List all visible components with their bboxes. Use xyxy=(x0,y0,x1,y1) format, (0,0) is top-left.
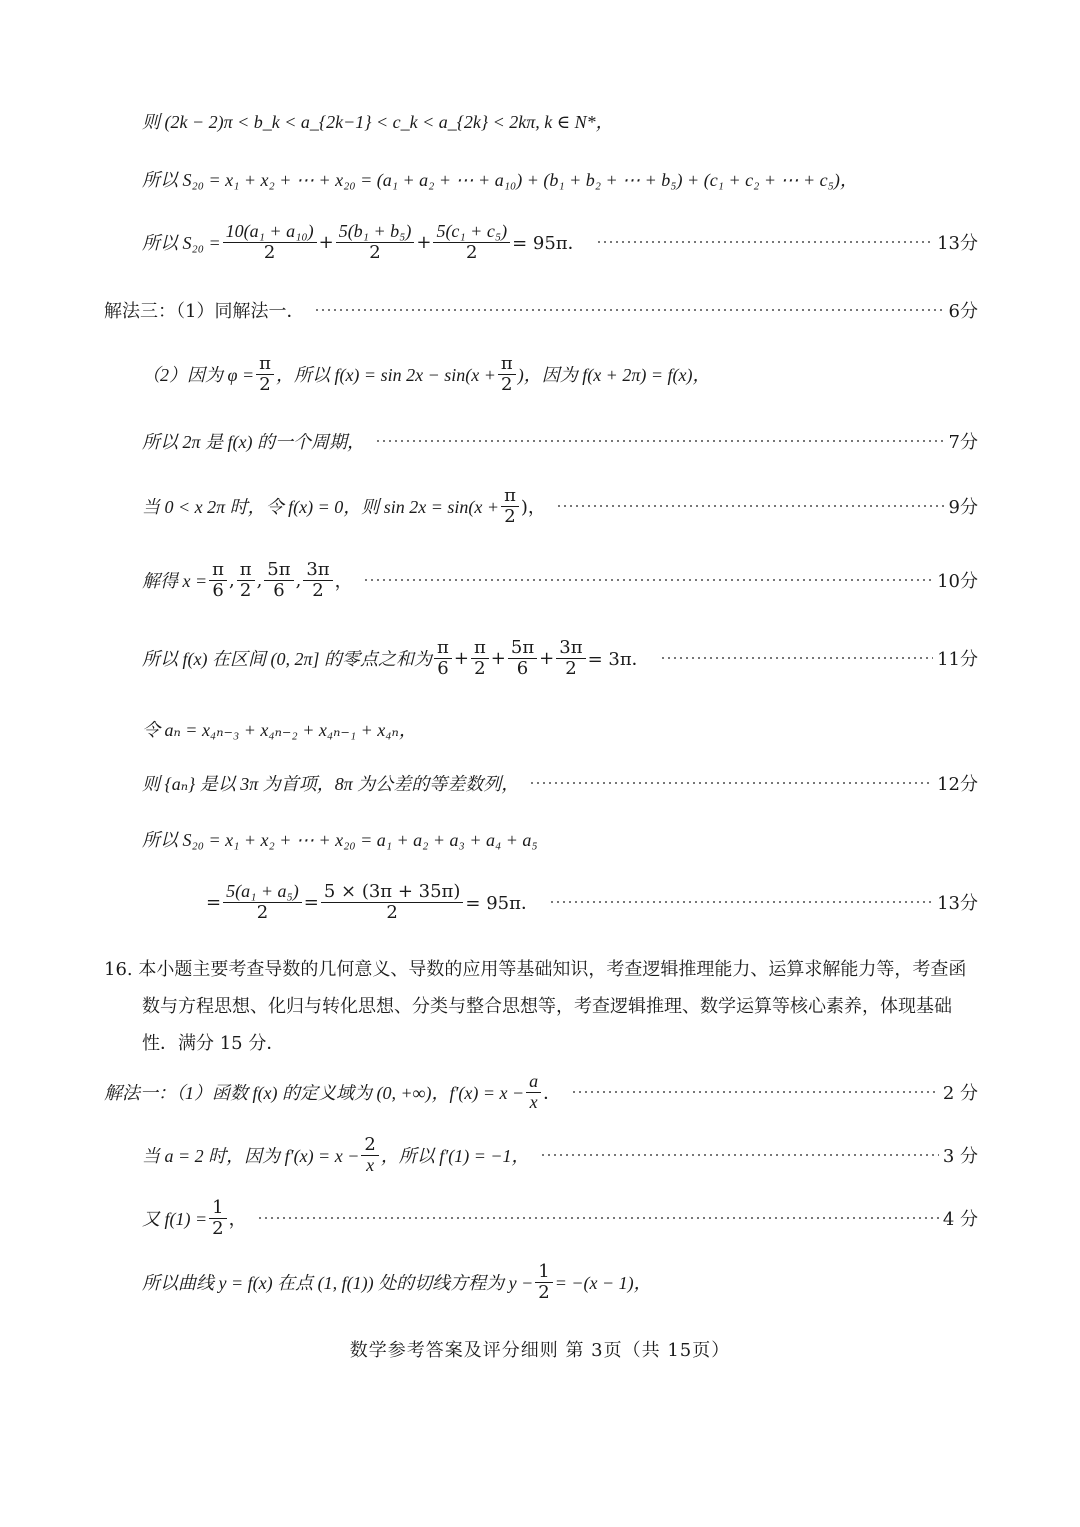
score-label: 13分 xyxy=(937,233,978,255)
leader-dots xyxy=(549,901,933,903)
line-2-text: 所以 S₂₀ = x₁ + x₂ + ⋯ + x₂₀ = (a₁ + a₂ + ⋯ + a₁₀) + (b₁ + b₂ + ⋯ + b₅) + (c₁ + c₂ + ⋯ + c₅)， xyxy=(142,170,858,190)
line-6 xyxy=(142,428,978,454)
fraction: $\frac{3\pi}{2}$ xyxy=(556,638,585,679)
line-15-post: ． xyxy=(543,1083,562,1105)
score-label: 6分 xyxy=(948,301,978,322)
score-label: 2 分 xyxy=(942,1083,978,1105)
score-label: 3 分 xyxy=(942,1146,978,1168)
line-15-pre: 解法一：（1）函数 f(x) 的定义域为 (0, +∞)，f′(x) = x − xyxy=(104,1083,525,1104)
line-7-post: )， xyxy=(520,497,546,519)
line-7 xyxy=(142,486,978,527)
fraction: $\frac{\pi}{6}$ xyxy=(434,638,452,679)
line-1 xyxy=(142,108,978,134)
leader-dots xyxy=(375,440,945,442)
leader-dots xyxy=(556,505,945,507)
fraction: $\frac{\text{5(b₁ + b₅)}}{2}$ xyxy=(336,222,415,263)
line-8: 解得 x = $\frac{\pi}{6}$ , $\frac{\pi}{2}$ , $\frac{5\pi}{6}$ , $\frac{3\pi}{2}$ ， 10分 xyxy=(142,559,978,601)
line-13: = $\frac{\text{5(a₁ + a₅)}}{2}$ = $\frac{5 \times (3\pi + 35\pi)}{2}$ = 95π． 13分 xyxy=(206,881,978,923)
line-7-pre: 当 0 < x 2π 时，令 f(x) = 0，则 sin 2x = sin(x + xyxy=(142,497,500,518)
page-footer: 数学参考答案及评分细则 第 3页（共 15页） xyxy=(349,1340,731,1361)
leader-dots xyxy=(596,241,933,243)
line-1-text: 则 (2k − 2)π < b_k < a_{2k−1} < c_k < a_{2k} < 2kπ, k ∈ N*， xyxy=(142,112,614,132)
score-label: 10分 xyxy=(937,571,978,593)
line-9-pre: 所以 f(x) 在区间 (0, 2π] 的零点之和为 xyxy=(142,649,432,670)
fraction: $\frac{\pi}{2}$ xyxy=(256,354,274,395)
leader-dots xyxy=(314,309,944,311)
leader-dots xyxy=(660,657,933,659)
line-12 xyxy=(142,826,978,852)
score-label: 11分 xyxy=(937,649,978,671)
line-9: 所以 f(x) 在区间 (0, 2π] 的零点之和为 $\frac{\pi}{6}$ + $\frac{\pi}{2}$ + $\frac{5\pi}{6}$ + $\frac{3\pi}{2}$ = 3π． 11分 xyxy=(142,637,978,679)
score-label: 12分 xyxy=(937,774,978,795)
line-18-post: = −(x − 1)， xyxy=(554,1273,652,1294)
leader-dots xyxy=(363,579,933,581)
leader-dots xyxy=(571,1091,939,1093)
leader-dots xyxy=(529,782,933,784)
fraction: $\frac{1}{2}$ xyxy=(535,1262,552,1303)
score-label: 9分 xyxy=(948,497,978,519)
line-4 xyxy=(104,297,978,323)
line-17 xyxy=(142,1198,978,1239)
fraction: $\frac{a}{x}$ xyxy=(526,1072,541,1113)
line-18-pre: 所以曲线 y = f(x) 在点 (1, f(1)) 处的切线方程为 y − xyxy=(142,1273,534,1294)
leader-dots xyxy=(257,1217,939,1219)
line-10-text: 令 aₙ = x₄ₙ₋₃ + x₄ₙ₋₂ + x₄ₙ₋₁ + x₄ₙ， xyxy=(142,720,417,740)
line-17-pre: 又 f(1) = xyxy=(142,1209,208,1230)
line-4-text: 解法三：（1）同解法一． xyxy=(104,301,305,322)
leader-dots xyxy=(540,1154,939,1156)
line-11-text: 则 {aₙ} 是以 3π 为首项，8π 为公差的等差数列， xyxy=(142,774,520,794)
fraction: $\frac{\pi}{6}$ xyxy=(209,560,227,601)
fraction: $\frac{\text{10(a₁ + a₁₀)}}{2}$ xyxy=(223,222,317,263)
line-5-mid: ，所以 f(x) = sin 2x − sin(x + xyxy=(275,365,496,386)
score-label: 4 分 xyxy=(942,1209,978,1231)
score-label: 13分 xyxy=(937,893,978,915)
line-8-post: ， xyxy=(334,571,353,593)
fraction: $\frac{\pi}{2}$ xyxy=(471,638,489,679)
line-5-pre: （2）因为 φ = xyxy=(142,365,255,386)
line-11 xyxy=(142,770,978,796)
fraction: $\frac{\text{5(a₁ + a₅)}}{2}$ xyxy=(223,882,302,923)
line-12-text: 所以 S₂₀ = x₁ + x₂ + ⋯ + x₂₀ = a₁ + a₂ + a₃ + a₄ + a₅ xyxy=(142,830,538,850)
fraction: $\frac{5\pi}{6}$ xyxy=(508,638,537,679)
line-9-post: = 3π． xyxy=(587,649,650,671)
line-10 xyxy=(142,716,978,742)
fraction: $\frac{5\pi}{6}$ xyxy=(264,560,293,601)
line-17-post: ， xyxy=(228,1209,247,1231)
line-2 xyxy=(142,166,978,192)
fraction: $\frac{\pi}{2}$ xyxy=(237,560,255,601)
fraction: $\frac{\pi}{2}$ xyxy=(501,486,519,527)
line-3: 所以 S₂₀ = $\frac{\text{10(a₁ + a₁₀)}}{2}$ + $\frac{\text{5(b₁ + b₅)}}{2}$ + $\frac{\text{5(c₁ + c₅)}}{2}$ = 95π． 13分 xyxy=(142,221,978,263)
fraction: $\frac{\text{5(c₁ + c₅)}}{2}$ xyxy=(433,222,510,263)
score-label: 7分 xyxy=(948,432,978,453)
line-13-post: = 95π． xyxy=(465,893,539,915)
fraction: $\frac{1}{2}$ xyxy=(209,1198,226,1239)
line-3-pre: 所以 S₂₀ = xyxy=(142,233,221,254)
line-8-pre: 解得 x = xyxy=(142,571,208,592)
line-5-post: )，因为 f(x + 2π) = f(x)， xyxy=(517,365,711,386)
line-16-pre: 当 a = 2 时，因为 f′(x) = x − xyxy=(142,1146,360,1167)
fraction: $\frac{\pi}{2}$ xyxy=(498,354,516,395)
line-6-text: 所以 2π 是 f(x) 的一个周期， xyxy=(142,432,365,452)
fraction: $\frac{2}{x}$ xyxy=(361,1135,378,1176)
line-5 xyxy=(142,354,978,395)
problem-16-text: 16. 本小题主要考查导数的几何意义、导数的应用等基础知识，考查逻辑推理能力、运算求解能力等，考查函数与方程思想、化归与转化思想、分类与整合思想等，考查逻辑推理、数学运算等核心素养，体现基础性．满分 15 分． xyxy=(104,959,967,1054)
line-16-post: ，所以 f′(1) = −1， xyxy=(380,1146,530,1167)
line-3-post: = 95π． xyxy=(512,233,586,255)
fraction: $\frac{5 \times (3\pi + 35\pi)}{2}$ xyxy=(321,882,464,923)
line-16 xyxy=(142,1135,978,1176)
problem-16-intro xyxy=(104,951,978,1062)
line-18 xyxy=(142,1262,978,1303)
line-15 xyxy=(104,1072,978,1113)
fraction: $\frac{3\pi}{2}$ xyxy=(303,560,332,601)
